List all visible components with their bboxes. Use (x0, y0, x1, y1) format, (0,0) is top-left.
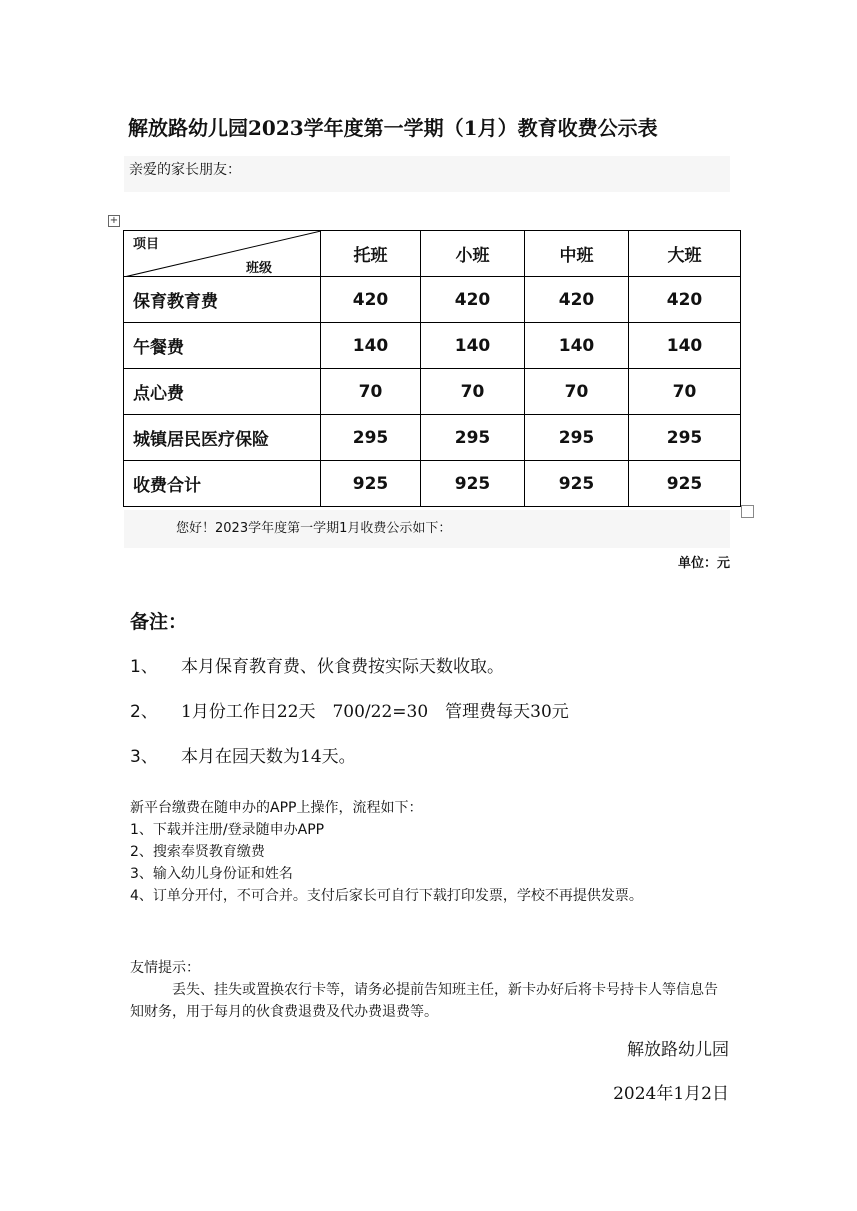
table-row (124, 277, 741, 323)
table-cell: 70 (629, 369, 741, 415)
page-title: 解放路幼儿园2023学年度第一学期（1月）教育收费公示表 (128, 116, 658, 140)
table-cell: 295 (321, 415, 421, 461)
table-cell: 70 (421, 369, 525, 415)
column-header: 大班 (629, 231, 741, 277)
column-header: 小班 (421, 231, 525, 277)
notice-text: 您好！2023学年度第一学期1月收费公示如下： (124, 510, 730, 548)
fee-table (123, 230, 741, 507)
table-cell: 140 (421, 323, 525, 369)
tip-body: 丢失、挂失或置换农行卡等，请务必提前告知班主任，新卡办好后将卡号持卡人等信息告知财务，用于每月的伙食费退费及代办费退费等。 (130, 982, 718, 1020)
remark-number: 1、 (130, 657, 158, 677)
table-cell: 295 (421, 415, 525, 461)
table-cell: 295 (525, 415, 629, 461)
table-cell: 925 (525, 461, 629, 507)
corner-label-class: 班级 (246, 261, 273, 276)
remark-text: 本月保育教育费、伙食费按实际天数收取。 (181, 657, 504, 677)
table-resize-handle-icon[interactable] (741, 505, 754, 518)
payment-intro: 新平台缴费在随申办的APP上操作，流程如下： (130, 800, 423, 816)
table-cell: 420 (629, 277, 741, 323)
table-cell: 420 (321, 277, 421, 323)
table-cell: 140 (525, 323, 629, 369)
payment-step: 3、输入幼儿身份证和姓名 (130, 866, 293, 882)
table-row (124, 323, 741, 369)
remark-number: 2、 (130, 702, 158, 722)
table-cell: 925 (421, 461, 525, 507)
remark-text: 1月份工作日22天 700/22=30 管理费每天30元 (181, 702, 569, 722)
remark-item (130, 742, 356, 767)
column-header: 中班 (525, 231, 629, 277)
table-cell: 140 (321, 323, 421, 369)
corner-label-item: 项目 (133, 237, 160, 252)
table-cell: 925 (629, 461, 741, 507)
row-label: 保育教育费 (124, 277, 321, 323)
friendly-tip (130, 957, 730, 1023)
payment-step: 4、订单分开付，不可合并。支付后家长可自行下载打印发票，学校不再提供发票。 (130, 888, 643, 904)
row-label: 城镇居民医疗保险 (124, 415, 321, 461)
table-row (124, 415, 741, 461)
table-move-handle-icon[interactable]: + (109, 215, 119, 226)
table-row-total (124, 461, 741, 507)
column-header: 托班 (321, 231, 421, 277)
table-cell: 70 (321, 369, 421, 415)
table-header-row (124, 231, 741, 277)
table-cell: 420 (421, 277, 525, 323)
payment-step: 1、下载并注册/登录随申办APP (130, 822, 325, 838)
table-cell: 140 (629, 323, 741, 369)
table-cell: 925 (321, 461, 421, 507)
unit-label: 单位：元 (677, 556, 730, 571)
row-label: 点心费 (124, 369, 321, 415)
tip-heading: 友情提示： (130, 960, 200, 976)
table-row (124, 369, 741, 415)
remark-number: 3、 (130, 747, 158, 767)
signature-date: 2024年1月2日 (613, 1084, 729, 1104)
remark-text: 本月在园天数为14天。 (181, 747, 356, 767)
payment-instructions (130, 797, 730, 907)
row-label: 收费合计 (124, 461, 321, 507)
table-cell: 420 (525, 277, 629, 323)
greeting: 亲爱的家长朋友： (124, 156, 730, 192)
payment-step: 2、搜索奉贤教育缴费 (130, 844, 265, 860)
row-label: 午餐费 (124, 323, 321, 369)
remark-item (130, 652, 504, 677)
table-cell: 70 (525, 369, 629, 415)
table-corner-cell (124, 231, 321, 277)
remarks-heading: 备注： (130, 611, 188, 633)
table-cell: 295 (629, 415, 741, 461)
remark-item (130, 697, 569, 722)
signature-org: 解放路幼儿园 (627, 1040, 729, 1060)
